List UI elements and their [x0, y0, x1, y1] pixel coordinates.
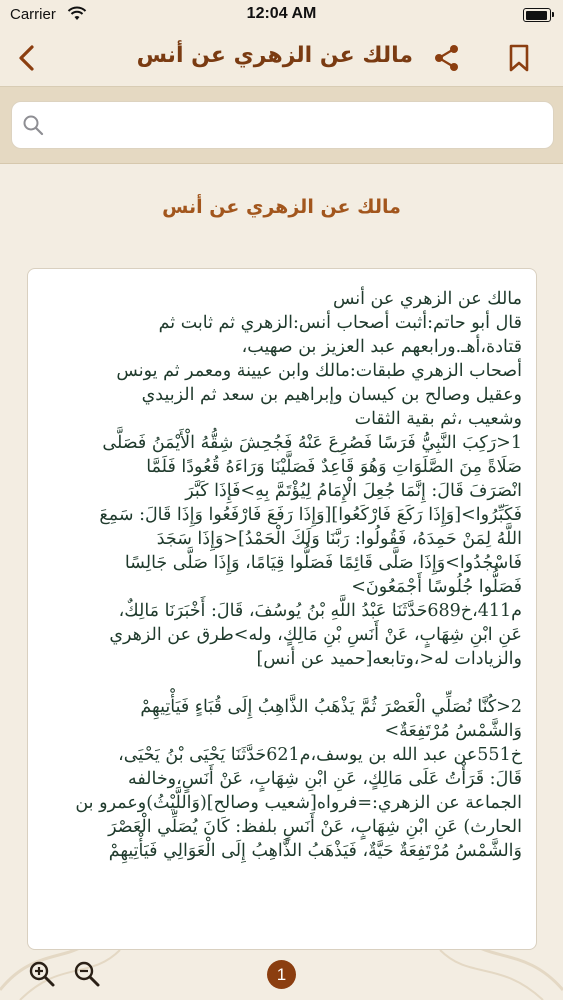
search-input[interactable]	[52, 102, 546, 150]
hadith-line: والزيادات له<،وتابعه[حميد عن أنس]	[256, 649, 522, 669]
chevron-left-icon[interactable]	[12, 42, 44, 74]
status-time: 12:04 AM	[246, 5, 317, 22]
hadith-line: فَصَلُّوا جُلُوسًا أَجْمَعُونَ>	[351, 577, 522, 597]
zoom-out-icon[interactable]	[73, 960, 101, 988]
bottom-toolbar	[0, 948, 563, 1000]
hadith-line: خ551عن عبد الله بن يوسف،م621حَدَّثَنَا يَحْيَى بْنُ يَحْيَى،	[118, 745, 522, 765]
hadith-line: وَالشَّمْسُ مُرْتَفِعَةٌ>	[384, 721, 522, 741]
zoom-in-icon[interactable]	[28, 960, 56, 988]
hadith-line: 1<رَكِبَ النَّبِيُّ فَرَسًا فَصُرِعَ عَنْهُ فَجُحِشَ شِقُّهُ الْأَيْمَنُ فَصَلَّى	[102, 433, 522, 453]
share-icon[interactable]	[432, 43, 462, 73]
hadith-content-card[interactable]	[27, 268, 537, 950]
hadith-line: فَكَبِّرُوا>[وَإِذَا رَكَعَ فَارْكَعُوا][وَإِذَا رَفَعَ فَارْفَعُوا وَإِذَا قَالَ: سَمِعَ	[99, 505, 522, 525]
hadith-line: صَلَاةً مِنَ الصَّلَوَاتِ وَهُوَ قَاعِدٌ فَصَلَّيْنَا وَرَاءَهُ قُعُودًا فَلَمَّا	[146, 457, 522, 477]
status-bar	[0, 0, 563, 30]
hadith-line: اللَّهُ لِمَنْ حَمِدَهُ، فَقُولُوا: رَبَّنَا وَلَكَ الْحَمْدُ]<وَإِذَا سَجَدَ	[156, 529, 522, 549]
hadith-line: فَاسْجُدُوا>وَإِذَا صَلَّى قَائِمًا فَصَلُّوا قِيَامًا، وَإِذَا صَلَّى جَالِسًا	[124, 553, 522, 573]
hadith-line: قال أبو حاتم:أثبت أصحاب أنس:الزهري ثم ثابت ثم	[158, 313, 522, 333]
hadith-line: الجماعة عن الزهري:=فرواه[شعيب وصالح](وَاللَّيْثُ)وعمرو بن	[75, 793, 522, 813]
hadith-line: قتادة،أهـ.ورابعهم عبد العزيز بن صهيب،	[241, 337, 522, 357]
hadith-line: قَالَ: قَرَأْتُ عَلَى مَالِكٍ، عَنِ ابْنِ شِهَابٍ، عَنْ أَنَسٍ،وخالفه	[127, 769, 522, 789]
hadith-line: م411،خ689حَدَّثَنَا عَبْدُ اللَّهِ بْنُ يُوسُفَ، قَالَ: أَخْبَرَنَا مَالِكٌ،	[118, 601, 522, 621]
section-title: مالك عن الزهري عن أنس	[162, 196, 401, 218]
search-bar	[0, 87, 563, 164]
search-field[interactable]	[11, 101, 554, 149]
page-number-badge[interactable]: 1	[267, 960, 296, 989]
hadith-line: وعقيل وصالح بن كيسان وإبراهيم بن سعد ثم الزبيدي	[141, 385, 522, 405]
hadith-line: انْصَرَفَ قَالَ: إِنَّمَا جُعِلَ الْإِمَامُ لِيُؤْتَمَّ بِهِ>فَإِذَا كَبَّرَ	[185, 481, 522, 501]
hadith-line: أصحاب الزهري طبقات:مالك وابن عيينة ومعمر ثم يونس	[116, 361, 522, 381]
navigation-bar	[0, 30, 563, 87]
hadith-line: وشعيب ،ثم بقية الثقات	[354, 409, 522, 429]
page-title: مالك عن الزهري عن أنس	[136, 43, 413, 68]
carrier-label: Carrier	[10, 6, 56, 23]
hadith-line: الحارث) عَنِ ابْنِ شِهَابٍ، عَنْ أَنَسٍ بلفظ: كَانَ يُصَلِّي الْعَصْرَ	[108, 817, 522, 837]
battery-icon	[523, 8, 551, 22]
hadith-line: 2<كُنَّا نُصَلِّي الْعَصْرَ ثُمَّ يَذْهَبُ الذَّاهِبُ إِلَى قُبَاءٍ فَيَأْتِيهِمْ	[140, 697, 522, 717]
bookmark-icon[interactable]	[505, 43, 533, 73]
hadith-line: وَالشَّمْسُ مُرْتَفِعَةٌ حَيَّةٌ، فَيَذْهَبُ الذَّاهِبُ إِلَى الْعَوَالِي فَيَأْتِيهِمْ	[108, 841, 522, 861]
hadith-line: عَنِ ابْنِ شِهَابٍ، عَنْ أَنَسِ بْنِ مَالِكٍ، وله>طرق عن الزهري	[109, 625, 522, 645]
hadith-text	[42, 287, 522, 863]
paragraph-gap	[42, 671, 522, 695]
search-icon	[22, 114, 44, 136]
hadith-line: مالك عن الزهري عن أنس	[332, 289, 522, 309]
